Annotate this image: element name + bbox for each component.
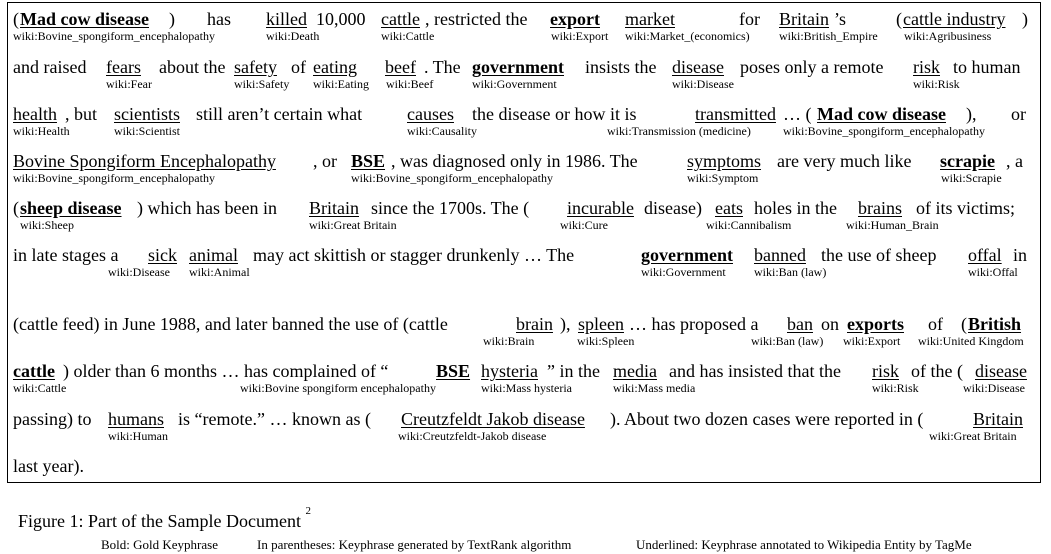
text-segment: or — [1011, 104, 1026, 124]
wiki-tag-row — [13, 430, 1043, 443]
keyphrase[interactable]: health — [13, 104, 57, 124]
text-segment: on — [821, 314, 839, 334]
legend-bold: Bold: Gold Keyphrase — [101, 537, 218, 552]
wiki-tag-row — [13, 172, 1043, 185]
wiki-tag: wiki:Agribusiness — [904, 29, 992, 43]
keyphrase[interactable]: eating — [313, 57, 357, 77]
text-segment: to human — [953, 57, 1021, 77]
text-segment: ) — [1022, 9, 1028, 29]
text-segment: ( — [13, 198, 19, 218]
text-line — [13, 56, 1029, 78]
text-segment: about the — [159, 57, 226, 77]
wiki-tag: wiki:Ban (law) — [751, 334, 824, 348]
legend-underlined: Underlined: Keyphrase annotated to Wikipedia Entity by TagMe — [636, 537, 972, 552]
text-segment: ’s — [834, 9, 847, 29]
keyphrase[interactable]: Britain — [309, 198, 359, 218]
wiki-tag-row — [13, 125, 1043, 138]
text-segment: still aren’t certain what — [196, 104, 363, 124]
wiki-tag-row — [13, 30, 1043, 43]
keyphrase[interactable] — [436, 360, 470, 382]
keyphrase[interactable] — [20, 197, 122, 219]
keyphrase[interactable]: Bovine Spongiform Encephalopathy — [13, 151, 276, 171]
wiki-tag: wiki:Offal — [968, 265, 1018, 279]
text-segment: ) — [169, 9, 175, 29]
gold-keyphrase: Mad cow disease — [20, 9, 149, 29]
text-line — [13, 197, 1029, 219]
gold-keyphrase: government — [472, 57, 564, 77]
wiki-tag-row — [13, 382, 1043, 395]
wiki-tag-row — [13, 78, 1043, 91]
text-segment: , restricted the — [425, 9, 528, 29]
wiki-tag-row — [13, 335, 1043, 348]
text-line — [13, 8, 1029, 30]
wiki-tag: wiki:Cattle — [13, 381, 67, 395]
wiki-tag: wiki:Beef — [386, 77, 434, 91]
text-segment: ( — [13, 9, 19, 29]
keyphrase[interactable]: risk — [872, 361, 899, 381]
text-segment: may act skittish or stagger drunkenly … The — [253, 245, 575, 265]
keyphrase[interactable]: safety — [234, 57, 277, 77]
wiki-tag: wiki:British_Empire — [779, 29, 878, 43]
keyphrase[interactable] — [817, 103, 946, 125]
text-segment: ” in the — [547, 361, 600, 381]
keyphrase[interactable]: sick — [148, 245, 177, 265]
text-segment: ), — [966, 104, 977, 124]
gold-keyphrase: sheep disease — [20, 198, 122, 218]
keyphrase[interactable]: beef — [385, 57, 416, 77]
keyphrase[interactable] — [550, 8, 600, 30]
gold-keyphrase: British — [968, 314, 1022, 334]
text-segment: ( — [961, 314, 967, 334]
keyphrase[interactable]: hysteria — [481, 361, 538, 381]
text-segment: in late stages a — [13, 245, 119, 265]
text-line — [13, 408, 1029, 430]
keyphrase[interactable]: media — [613, 361, 657, 381]
wiki-tag: wiki:Great Britain — [929, 429, 1017, 443]
keyphrase[interactable]: cattle — [381, 9, 420, 29]
wiki-tag: wiki:Government — [472, 77, 557, 91]
keyphrase[interactable]: disease — [975, 361, 1027, 381]
keyphrase[interactable]: Britain — [779, 9, 829, 29]
text-segment: passing) to — [13, 409, 92, 429]
keyphrase[interactable]: Britain — [973, 409, 1023, 429]
text-segment: disease) — [644, 198, 702, 218]
wiki-tag: wiki:Spleen — [577, 334, 635, 348]
wiki-tag: wiki:Health — [13, 124, 70, 138]
wiki-tag: wiki:Bovine_spongiform_encephalopathy — [783, 124, 985, 138]
keyphrase[interactable]: cattle industry — [903, 9, 1006, 29]
text-segment: the use of sheep — [821, 245, 937, 265]
keyphrase[interactable]: offal — [968, 245, 1002, 265]
gold-keyphrase: cattle — [13, 361, 55, 381]
wiki-tag: wiki:Great Britain — [309, 218, 397, 232]
keyphrase[interactable]: brain — [516, 314, 553, 334]
text-segment: poses only a remote — [740, 57, 884, 77]
wiki-tag: wiki:Cattle — [381, 29, 435, 43]
keyphrase[interactable]: brains — [858, 198, 902, 218]
wiki-tag: wiki:Bovine_spongiform_encephalopathy — [13, 171, 215, 185]
text-line — [13, 150, 1029, 172]
text-segment: , but — [65, 104, 98, 124]
text-segment: , was diagnosed only in 1986. The — [391, 151, 638, 171]
keyphrase[interactable]: fears — [106, 57, 141, 77]
text-segment: … has proposed a — [629, 314, 759, 334]
wiki-tag: wiki:Bovine_spongiform_encephalopathy — [13, 29, 215, 43]
wiki-tag: wiki:Mass hysteria — [481, 381, 572, 395]
text-segment: holes in the — [754, 198, 837, 218]
keyphrase[interactable]: transmitted — [695, 104, 776, 124]
keyphrase[interactable]: market — [625, 9, 675, 29]
keyphrase[interactable]: disease — [672, 57, 724, 77]
wiki-tag: wiki:Bovine_spongiform_encephalopathy — [351, 171, 553, 185]
wiki-tag: wiki:Sheep — [20, 218, 74, 232]
text-segment: … ( — [783, 104, 812, 124]
text-segment: are very much like — [777, 151, 912, 171]
wiki-tag-row — [13, 219, 1043, 232]
gold-keyphrase: BSE — [351, 151, 386, 171]
wiki-tag: wiki:Human_Brain — [846, 218, 939, 232]
wiki-tag: wiki:Government — [641, 265, 726, 279]
text-line — [13, 313, 1029, 335]
wiki-tag: wiki:Export — [551, 29, 609, 43]
wiki-tag: wiki:Animal — [189, 265, 250, 279]
gold-keyphrase: exports — [847, 314, 904, 334]
text-line — [13, 103, 1029, 125]
wiki-tag: wiki:Symptom — [687, 171, 759, 185]
wiki-tag: wiki:Cannibalism — [706, 218, 792, 232]
text-segment: ) which has been in — [137, 198, 277, 218]
wiki-tag: wiki:Scrapie — [941, 171, 1002, 185]
text-segment: and raised — [13, 57, 87, 77]
text-segment: has — [207, 9, 231, 29]
keyphrase[interactable]: eats — [715, 198, 743, 218]
wiki-tag: wiki:United Kingdom — [918, 334, 1024, 348]
legend-parentheses: In parentheses: Keyphrase generated by TextRank algorithm — [257, 537, 572, 552]
wiki-tag: wiki:Export — [843, 334, 901, 348]
text-line — [13, 360, 1029, 382]
keyphrase[interactable] — [847, 313, 904, 335]
keyphrase[interactable] — [968, 313, 1021, 335]
text-segment: in — [1013, 245, 1028, 265]
keyphrase[interactable] — [13, 360, 55, 382]
wiki-tag: wiki:Disease — [672, 77, 734, 91]
text-segment: , a — [1006, 151, 1023, 171]
keyphrase[interactable] — [641, 244, 733, 266]
text-segment: (cattle feed) in June 1988, and later banned the use of (cattle — [13, 314, 448, 334]
text-segment: ). About two dozen cases were reported in ( — [610, 409, 924, 429]
gold-keyphrase: Mad cow disease — [817, 104, 946, 124]
keyphrase[interactable]: animal — [189, 245, 238, 265]
wiki-tag: wiki:Ban (law) — [754, 265, 827, 279]
gold-keyphrase: government — [641, 245, 733, 265]
keyphrase[interactable] — [20, 8, 149, 30]
text-segment: since the 1700s. The ( — [371, 198, 530, 218]
wiki-tag: wiki:Brain — [483, 334, 535, 348]
keyphrase[interactable]: ban — [787, 314, 813, 334]
keyphrase[interactable]: causes — [407, 104, 454, 124]
wiki-tag: wiki:Risk — [872, 381, 919, 395]
text-segment: of — [291, 57, 306, 77]
wiki-tag: wiki:Risk — [913, 77, 960, 91]
keyphrase[interactable] — [351, 150, 385, 172]
wiki-tag: wiki:Creutzfeldt-Jakob disease — [398, 429, 547, 443]
keyphrase[interactable]: Creutzfeldt Jakob disease — [401, 409, 585, 429]
keyphrase[interactable]: risk — [913, 57, 940, 77]
gold-keyphrase: BSE — [436, 361, 471, 381]
keyphrase[interactable]: humans — [108, 409, 164, 429]
wiki-tag: wiki:Causality — [407, 124, 477, 138]
wiki-tag: wiki:Transmission (medicine) — [607, 124, 751, 138]
wiki-tag: wiki:Mass media — [613, 381, 696, 395]
wiki-tag: wiki:Cure — [560, 218, 608, 232]
text-segment: the disease or how it is — [472, 104, 637, 124]
wiki-tag: wiki:Eating — [313, 77, 369, 91]
text-segment: of its victims; — [916, 198, 1015, 218]
text-segment: of — [928, 314, 943, 334]
keyphrase[interactable]: banned — [754, 245, 806, 265]
footnote-marker[interactable]: 2 — [305, 505, 311, 517]
wiki-tag: wiki:Death — [266, 29, 320, 43]
text-line — [13, 244, 1029, 266]
text-segment: for — [739, 9, 760, 29]
caption-text: Figure 1: Part of the Sample Document — [18, 511, 301, 531]
text-segment: . The — [424, 57, 461, 77]
text-segment: is “remote.” … known as ( — [178, 409, 371, 429]
text-segment: ( — [896, 9, 902, 29]
wiki-tag: wiki:Fear — [106, 77, 152, 91]
wiki-tag: wiki:Scientist — [114, 124, 180, 138]
figure-caption — [18, 506, 311, 532]
wiki-tag: wiki:Disease — [108, 265, 170, 279]
text-segment: insists the — [585, 57, 657, 77]
text-segment: ) older than 6 months … has complained of “ — [63, 361, 389, 381]
text-segment: and has insisted that the — [669, 361, 841, 381]
keyphrase[interactable]: scientists — [114, 104, 180, 124]
keyphrase[interactable]: symptoms — [687, 151, 762, 171]
wiki-tag: wiki:Disease — [963, 381, 1025, 395]
text-segment: , or — [313, 151, 337, 171]
keyphrase[interactable]: spleen — [578, 314, 624, 334]
text-segment: ), — [560, 314, 571, 334]
wiki-tag: wiki:Market_(economics) — [625, 29, 750, 43]
keyphrase[interactable] — [472, 56, 564, 78]
text-segment: last year). — [13, 456, 84, 476]
text-segment: 10,000 — [316, 9, 366, 29]
wiki-tag-row — [13, 266, 1043, 279]
wiki-tag: wiki:Human — [108, 429, 168, 443]
wiki-tag: wiki:Bovine spongiform encephalopathy — [240, 381, 436, 395]
text-line — [13, 455, 1029, 477]
text-segment: of the ( — [911, 361, 963, 381]
gold-keyphrase: export — [550, 9, 600, 29]
keyphrase[interactable]: incurable — [567, 198, 634, 218]
keyphrase[interactable] — [940, 150, 995, 172]
keyphrase[interactable]: killed — [266, 9, 307, 29]
wiki-tag: wiki:Safety — [234, 77, 290, 91]
gold-keyphrase: scrapie — [940, 151, 995, 171]
